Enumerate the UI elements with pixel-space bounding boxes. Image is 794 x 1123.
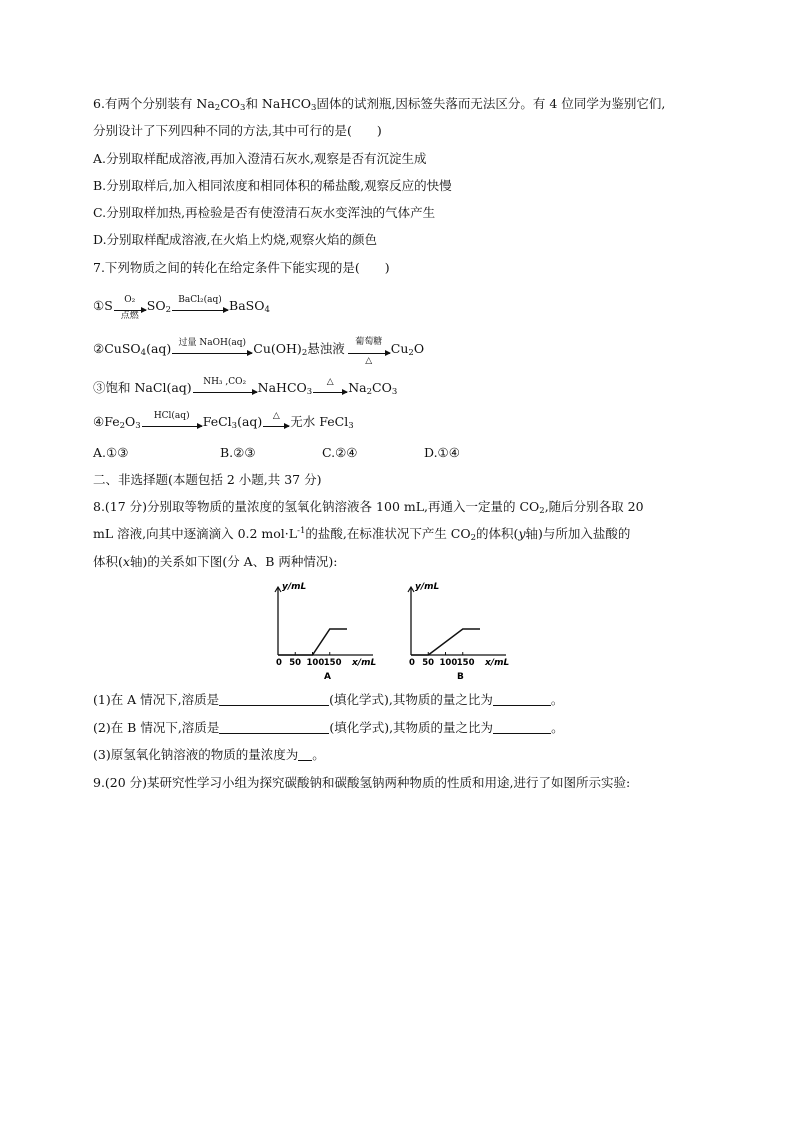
q7-reaction-1: ①S O₂ 点燃 $SO_2$ BaCl₂(aq) BaSO$_4$ xyxy=(93,295,270,321)
section-heading: 二、非选择题(本题包括 2 小题,共 37 分) xyxy=(93,472,322,487)
q9-stem: 9.(20 分)某研究性学习小组为探究碳酸钠和碳酸氢钠两种物质的性质和用途,进行了如图所示实验: xyxy=(93,775,631,790)
q7-choices xyxy=(93,444,460,462)
chart-a-tick-label: 100 xyxy=(306,658,325,668)
chart-b-y-label: y/mL xyxy=(415,582,440,592)
q7-choice-c: C.②④ xyxy=(322,445,358,460)
chart-b-caption: B xyxy=(457,672,464,682)
q8-stem-line1: 8.(17 分)分别取等物质的量浓度的氢氧化钠溶液各 100 mL,再通入一定量的 $CO_2$,随后分别各取 20 xyxy=(93,499,644,516)
q8-charts xyxy=(0,572,794,687)
chart-a-x-label: x/mL xyxy=(352,658,377,668)
answer-blank[interactable] xyxy=(219,693,329,706)
chart-b-tick-label: 150 xyxy=(456,658,475,668)
chart-a-y-label: y/mL xyxy=(282,582,307,592)
reaction-arrow: BaCl₂(aq) xyxy=(172,298,228,311)
chart-b-tick-label: 0 xyxy=(409,658,415,668)
chart-b-tick-label: 50 xyxy=(422,658,435,668)
reaction-arrow: △ xyxy=(263,414,289,427)
q7-choice-a: A.①③ xyxy=(93,445,129,460)
chart-a-tick-label: 50 xyxy=(289,658,302,668)
reaction-arrow: 过量 NaOH(aq) xyxy=(172,341,252,354)
chart-b-tick-label: 100 xyxy=(439,658,458,668)
chart-a-tick-label: 0 xyxy=(276,658,282,668)
answer-blank[interactable] xyxy=(493,693,551,706)
answer-blank[interactable] xyxy=(298,748,312,761)
chart-b-series-line xyxy=(411,629,480,655)
q8-stem-line3: 体积(x轴)的关系如下图(分 A、B 两种情况): xyxy=(93,554,338,569)
q8-sub1: (1)在 A 情况下,溶质是 (填化学式),其物质的量之比为 。 xyxy=(93,692,564,707)
q7-reaction-2: ②CuSO$_4$(aq) 过量 NaOH(aq) $Cu(OH)_2$悬浊液 葡萄糖 △ $Cu_2O$ xyxy=(93,337,425,366)
chart-a-caption: A xyxy=(324,672,331,682)
chart-a-series-line xyxy=(278,629,347,655)
reaction-arrow: NH₃ ,CO₂ xyxy=(193,380,257,393)
chart-a-tick-label: 150 xyxy=(323,658,342,668)
q7-choice-d: D.①④ xyxy=(424,445,460,460)
q6-option-b: B.分别取样后,加入相同浓度和相同体积的稀盐酸,观察反应的快慢 xyxy=(93,178,452,193)
q7-choice-b: B.②③ xyxy=(220,445,256,460)
q8-stem-line2: mL 溶液,向其中逐滴滴入 0.2 $mol\cdot L^{-1}$的盐酸,在标准状况下产生 $CO_2$的体积(y轴)与所加入盐酸的 xyxy=(93,526,631,543)
reaction-arrow: O₂ 点燃 xyxy=(114,298,146,311)
chart-b-x-label: x/mL xyxy=(485,658,510,668)
reaction-arrow: HCl(aq) xyxy=(142,414,202,427)
q6-stem-line2: 分别设计了下列四种不同的方法,其中可行的是( ) xyxy=(93,123,382,138)
q6-option-d: D.分别取样配成溶液,在火焰上灼烧,观察火焰的颜色 xyxy=(93,232,377,247)
reaction-arrow: 葡萄糖 △ xyxy=(348,351,390,354)
q6-stem-line1: 6.有两个分别装有 $Na_2CO_3$和 NaHCO$_3$固体的试剂瓶,因标签失落而无法区分。有 4 位同学为鉴别它们, xyxy=(93,96,666,113)
q8-sub3: (3)原氢氧化钠溶液的物质的量浓度为 。 xyxy=(93,747,325,762)
answer-blank[interactable] xyxy=(493,721,551,734)
q8-sub2: (2)在 B 情况下,溶质是 (填化学式),其物质的量之比为 。 xyxy=(93,720,564,735)
reaction-arrow: △ xyxy=(313,380,347,393)
answer-blank[interactable] xyxy=(219,721,329,734)
q7-reaction-3: ③饱和 NaCl(aq) NH₃ ,CO₂ NaHCO$_3$ △ $Na_2CO_3$ xyxy=(93,377,398,397)
q6-option-c: C.分别取样加热,再检验是否有使澄清石灰水变浑浊的气体产生 xyxy=(93,205,436,220)
q7-stem: 7.下列物质之间的转化在给定条件下能实现的是( ) xyxy=(93,260,390,275)
q7-reaction-4: $④Fe_2O_3$ HCl(aq) FeCl$_3$(aq) △ 无水 FeCl$_3$ xyxy=(93,411,354,431)
q6-option-a: A.分别取样配成溶液,再加入澄清石灰水,观察是否有沉淀生成 xyxy=(93,151,427,166)
